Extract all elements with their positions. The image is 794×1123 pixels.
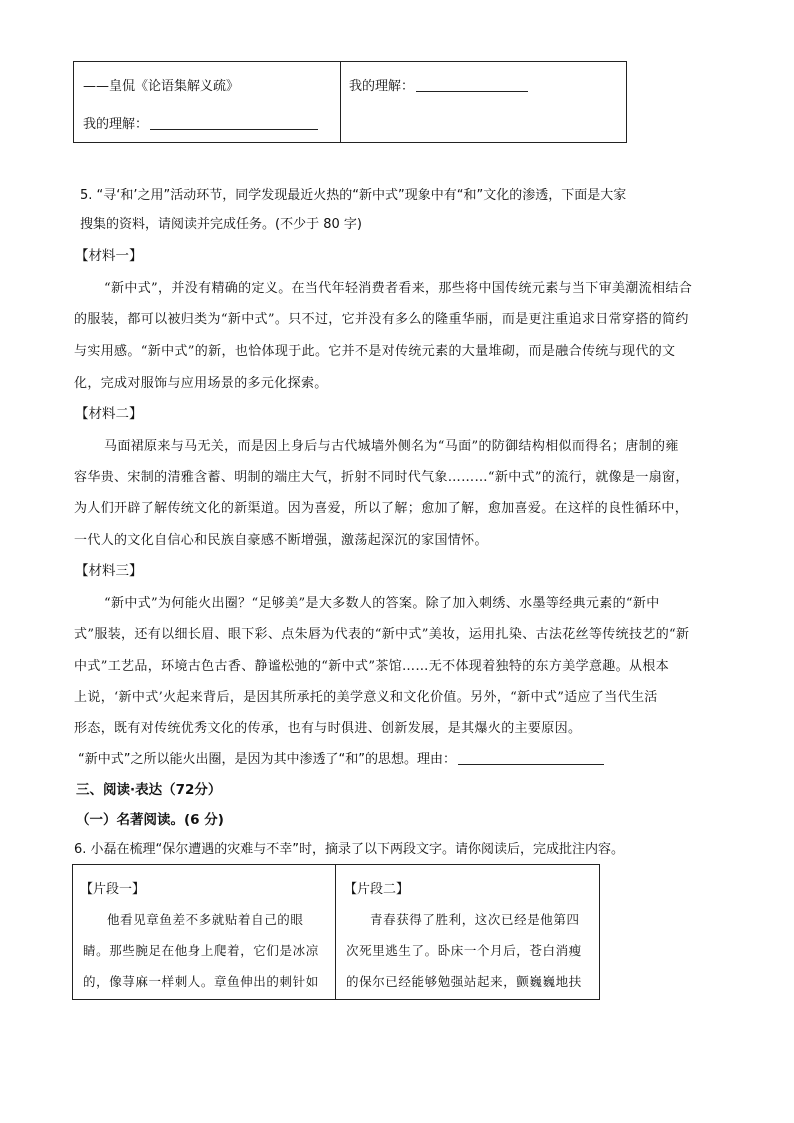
fragment1-line: 他看见章鱼差不多就贴着自己的眼 — [107, 912, 304, 927]
answer-blank-left[interactable] — [150, 116, 318, 130]
citation: ——皇侃《论语集解义疏》 — [83, 79, 240, 94]
material3-line: “新中式”为何能火出圈？“足够美”是大多数人的答案。除了加入刺绣、水墨等经典元素的“新中 — [104, 596, 660, 611]
material2-line: 为人们开辟了解传统文化的新渠道。因为喜爱，所以了解；愈加了解，愈加喜爱。在这样的良性循环中， — [74, 501, 689, 516]
material3-line: 中式”工艺品，环境古色古香、静谧松弛的“新中式”茶馆……无不体现着独特的东方美学意趣。从根本 — [74, 659, 670, 674]
fragment1-title: 【片段一】 — [80, 882, 146, 897]
answer-blank-right[interactable] — [416, 78, 528, 92]
answer-blank-reason[interactable] — [458, 751, 604, 765]
q6-prompt: 6. 小磊在梳理“保尔遭遇的灾难与不幸”时，摘录了以下两段文字。请你阅读后，完成批注内容。 — [74, 842, 625, 857]
material1-line: 与实用感。“新中式”的新，也恰体现于此。它并不是对传统元素的大量堆砌，而是融合传统与现代的文 — [74, 344, 676, 359]
q5-line-1: 5. “寻‘和’之用”活动环节，同学发现最近火热的“新中式”现象中有“和”文化的渗透，下面是大家 — [80, 188, 627, 203]
fragment1-line: 睛。那些腕足在他身上爬着，它们是冰凉 — [83, 943, 319, 958]
fragment2-line: 的保尔已经能够勉强站起来，颤巍巍地扶 — [346, 974, 582, 989]
fragment2-line: 次死里逃生了。卧床一个月后，苍白消瘦 — [346, 943, 582, 958]
material2-line: 容华贵、宋制的清雅含蓄、明制的端庄大气，折射不同时代气象………“新中式”的流行，就像是一扇窗， — [74, 470, 689, 485]
material1-line: “新中式”，并没有精确的定义。在当代年轻消费者看来，那些将中国传统元素与当下审美潮流相结合 — [104, 281, 693, 296]
material2-heading: 【材料二】 — [75, 406, 143, 422]
table-divider — [335, 865, 336, 999]
material3-heading: 【材料三】 — [75, 563, 143, 579]
my-understanding-right — [349, 75, 528, 94]
material2-line: 马面裙原来与马无关，而是因上身后与古代城墙外侧名为“马面”的防御结构相似而得名；唐制的雍 — [104, 439, 679, 454]
answer-line — [78, 748, 604, 767]
top-table — [73, 61, 627, 143]
material1-line: 的服装，都可以被归类为“新中式”。只不过，它并没有多么的隆重华丽，而是更注重追求日常穿搭的简约 — [74, 312, 689, 327]
table-divider — [340, 62, 341, 142]
material3-line: 形态，既有对传统优秀文化的传承，也有与时俱进、创新发展，是其爆火的主要原因。 — [74, 721, 582, 736]
answer-prompt: “新中式”之所以能火出圈，是因为其中渗透了“和”的思想。理由： — [78, 752, 456, 767]
subsection-heading: （一）名著阅读。(6 分) — [76, 812, 224, 828]
q5-line-2: 搜集的资料，请阅读并完成任务。(不少于 80 字) — [80, 217, 362, 232]
fragments-table — [72, 864, 600, 1000]
fragment2-title: 【片段二】 — [344, 882, 410, 897]
material1-heading: 【材料一】 — [75, 248, 143, 264]
fragment2-line: 青春获得了胜利，这次已经是他第四 — [370, 912, 580, 927]
section-heading: 三、阅读·表达（72分） — [76, 782, 222, 798]
my-understanding-left-label: 我的理解： — [83, 117, 149, 132]
my-understanding-left — [83, 113, 318, 132]
my-understanding-right-label: 我的理解： — [349, 79, 415, 94]
fragment1-line: 的，像荨麻一样刺人。章鱼伸出的刺针如 — [83, 974, 319, 989]
material2-line: 一代人的文化自信心和民族自豪感不断增强，激荡起深沉的家国情怀。 — [74, 533, 488, 548]
material3-line: 式”服装，还有以细长眉、眼下彩、点朱唇为代表的“新中式”美妆，运用扎染、古法花丝等传统技艺的“新 — [74, 627, 690, 642]
material3-line: 上说，‘新中式’火起来背后，是因其所承托的美学意义和文化价值。另外，“新中式”适应了当代生活 — [74, 690, 658, 705]
material1-line: 化，完成对服饰与应用场景的多元化探索。 — [74, 376, 328, 391]
